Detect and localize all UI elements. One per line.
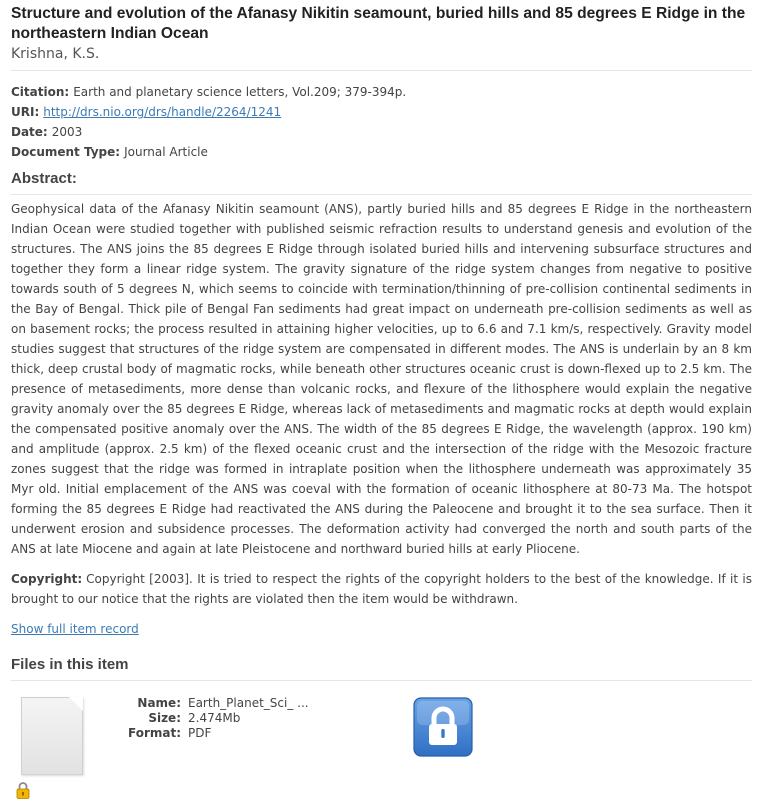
restricted-access-lock-icon[interactable] bbox=[413, 697, 473, 757]
abstract-divider bbox=[11, 194, 752, 195]
file-name-value: Earth_Planet_Sci_ ... bbox=[188, 696, 309, 710]
file-item bbox=[11, 681, 752, 811]
copyright-label: Copyright: bbox=[11, 572, 83, 586]
uri-row bbox=[11, 102, 752, 122]
file-format-value: PDF bbox=[188, 726, 212, 740]
abstract-text: Geophysical data of the Afanasy Nikitin seamount (ANS), partly buried hills and 85 degrees E Ridge in the northeastern Indian Ocean were studied together with published seismic refraction results to understand genesis and evolution of the structures. The ANS joins the 85 degrees E Ridge through isolated buried hills and intervening subsurface structures and together they form a linear ridge system. The gravity signature of the ridge system changes from negative to positive towards south of 5 degrees N, which seems to coincide with termination/thinning of pre-collision continental sediments in the Bay of Bengal. Thick pile of Bengal Fan sediments had great impact on underneath pre-collision sediments as well as on basement rocks; the process resulted in attaining higher velocities, up to 6.6 and 7.1 km/s, respectively. Gravity model studies suggest that structures of the ridge system are compensated in different modes. The ANS is underlain by an 8 km thick, deep crustal body of magmatic rocks, while beneath other structures oceanic crust is down-flexed up to 2.5 km. The presence of metasediments, more dense than volcanic rocks, and flexure of the lithosphere would explain the negative gravity anomaly over the 85 degrees E Ridge, whereas lack of metasediments and magmatic rocks at depth would explain the compensated positive anomaly over the ANS. The width of the 85 degrees E Ridge, the wavelength (approx. 190 km) and amplitude (approx. 2.5 km) of the flexed oceanic crust and the intersection of the ridge with the Mesozoic fracture zones suggest that the ridge was formed in intraplate position when the lithosphere underneath was approximately 35 Myr old. Initial emplacement of the ANS was coeval with the formation of oceanic lithosphere at 80-73 Ma. The hotspot forming the 85 degrees E Ridge had reactivated the ANS during the Paleocene and brought it to the sea surface. Then it underwent erosion and subsidence processes. The deformation activity had converged the north and south parts of the ANS at late Miocene and again at late Pleistocene and northward buried hills at early Pliocene. bbox=[11, 202, 752, 556]
files-heading: Files in this item bbox=[11, 656, 129, 673]
lock-icon bbox=[16, 781, 30, 799]
citation-label: Citation: bbox=[11, 85, 70, 99]
item-view bbox=[11, 4, 752, 811]
copyright-text: Copyright [2003]. It is tried to respect the rights of the copyright holders to the best of the knowledge. If it is brought to our notice that the rights are violated then the item would be withdrawn. bbox=[11, 572, 752, 606]
file-details bbox=[111, 696, 309, 741]
item-author: Krishna, K.S. bbox=[11, 46, 100, 62]
file-size-row bbox=[111, 711, 309, 726]
citation-value: Earth and planetary science letters, Vol.209; 379-394p. bbox=[73, 85, 407, 99]
citation-row bbox=[11, 82, 752, 102]
file-size-label: Size: bbox=[148, 711, 181, 725]
document-type-value: Journal Article bbox=[124, 145, 208, 159]
file-name-label: Name: bbox=[137, 696, 181, 710]
file-format-row bbox=[111, 726, 309, 741]
date-label: Date: bbox=[11, 125, 48, 139]
file-size-value: 2.474Mb bbox=[188, 711, 241, 725]
file-name-row bbox=[111, 696, 309, 711]
metadata-block bbox=[11, 82, 752, 162]
document-type-row bbox=[11, 142, 752, 162]
date-row bbox=[11, 122, 752, 142]
uri-label: URI: bbox=[11, 105, 40, 119]
date-value: 2003 bbox=[51, 125, 83, 139]
page-title: Structure and evolution of the Afanasy Nikitin seamount, buried hills and 85 degrees E Ridge in the northeastern Indian Ocean bbox=[11, 5, 746, 42]
abstract-heading: Abstract: bbox=[11, 170, 77, 187]
file-format-label: Format: bbox=[127, 726, 181, 740]
uri-link[interactable]: http://drs.nio.org/drs/handle/2264/1241 bbox=[43, 105, 282, 119]
copyright-block bbox=[11, 569, 752, 609]
document-type-label: Document Type: bbox=[11, 145, 121, 159]
title-divider bbox=[11, 70, 752, 71]
show-full-record-link[interactable]: Show full item record bbox=[11, 622, 139, 636]
file-thumbnail-icon[interactable] bbox=[21, 697, 83, 775]
